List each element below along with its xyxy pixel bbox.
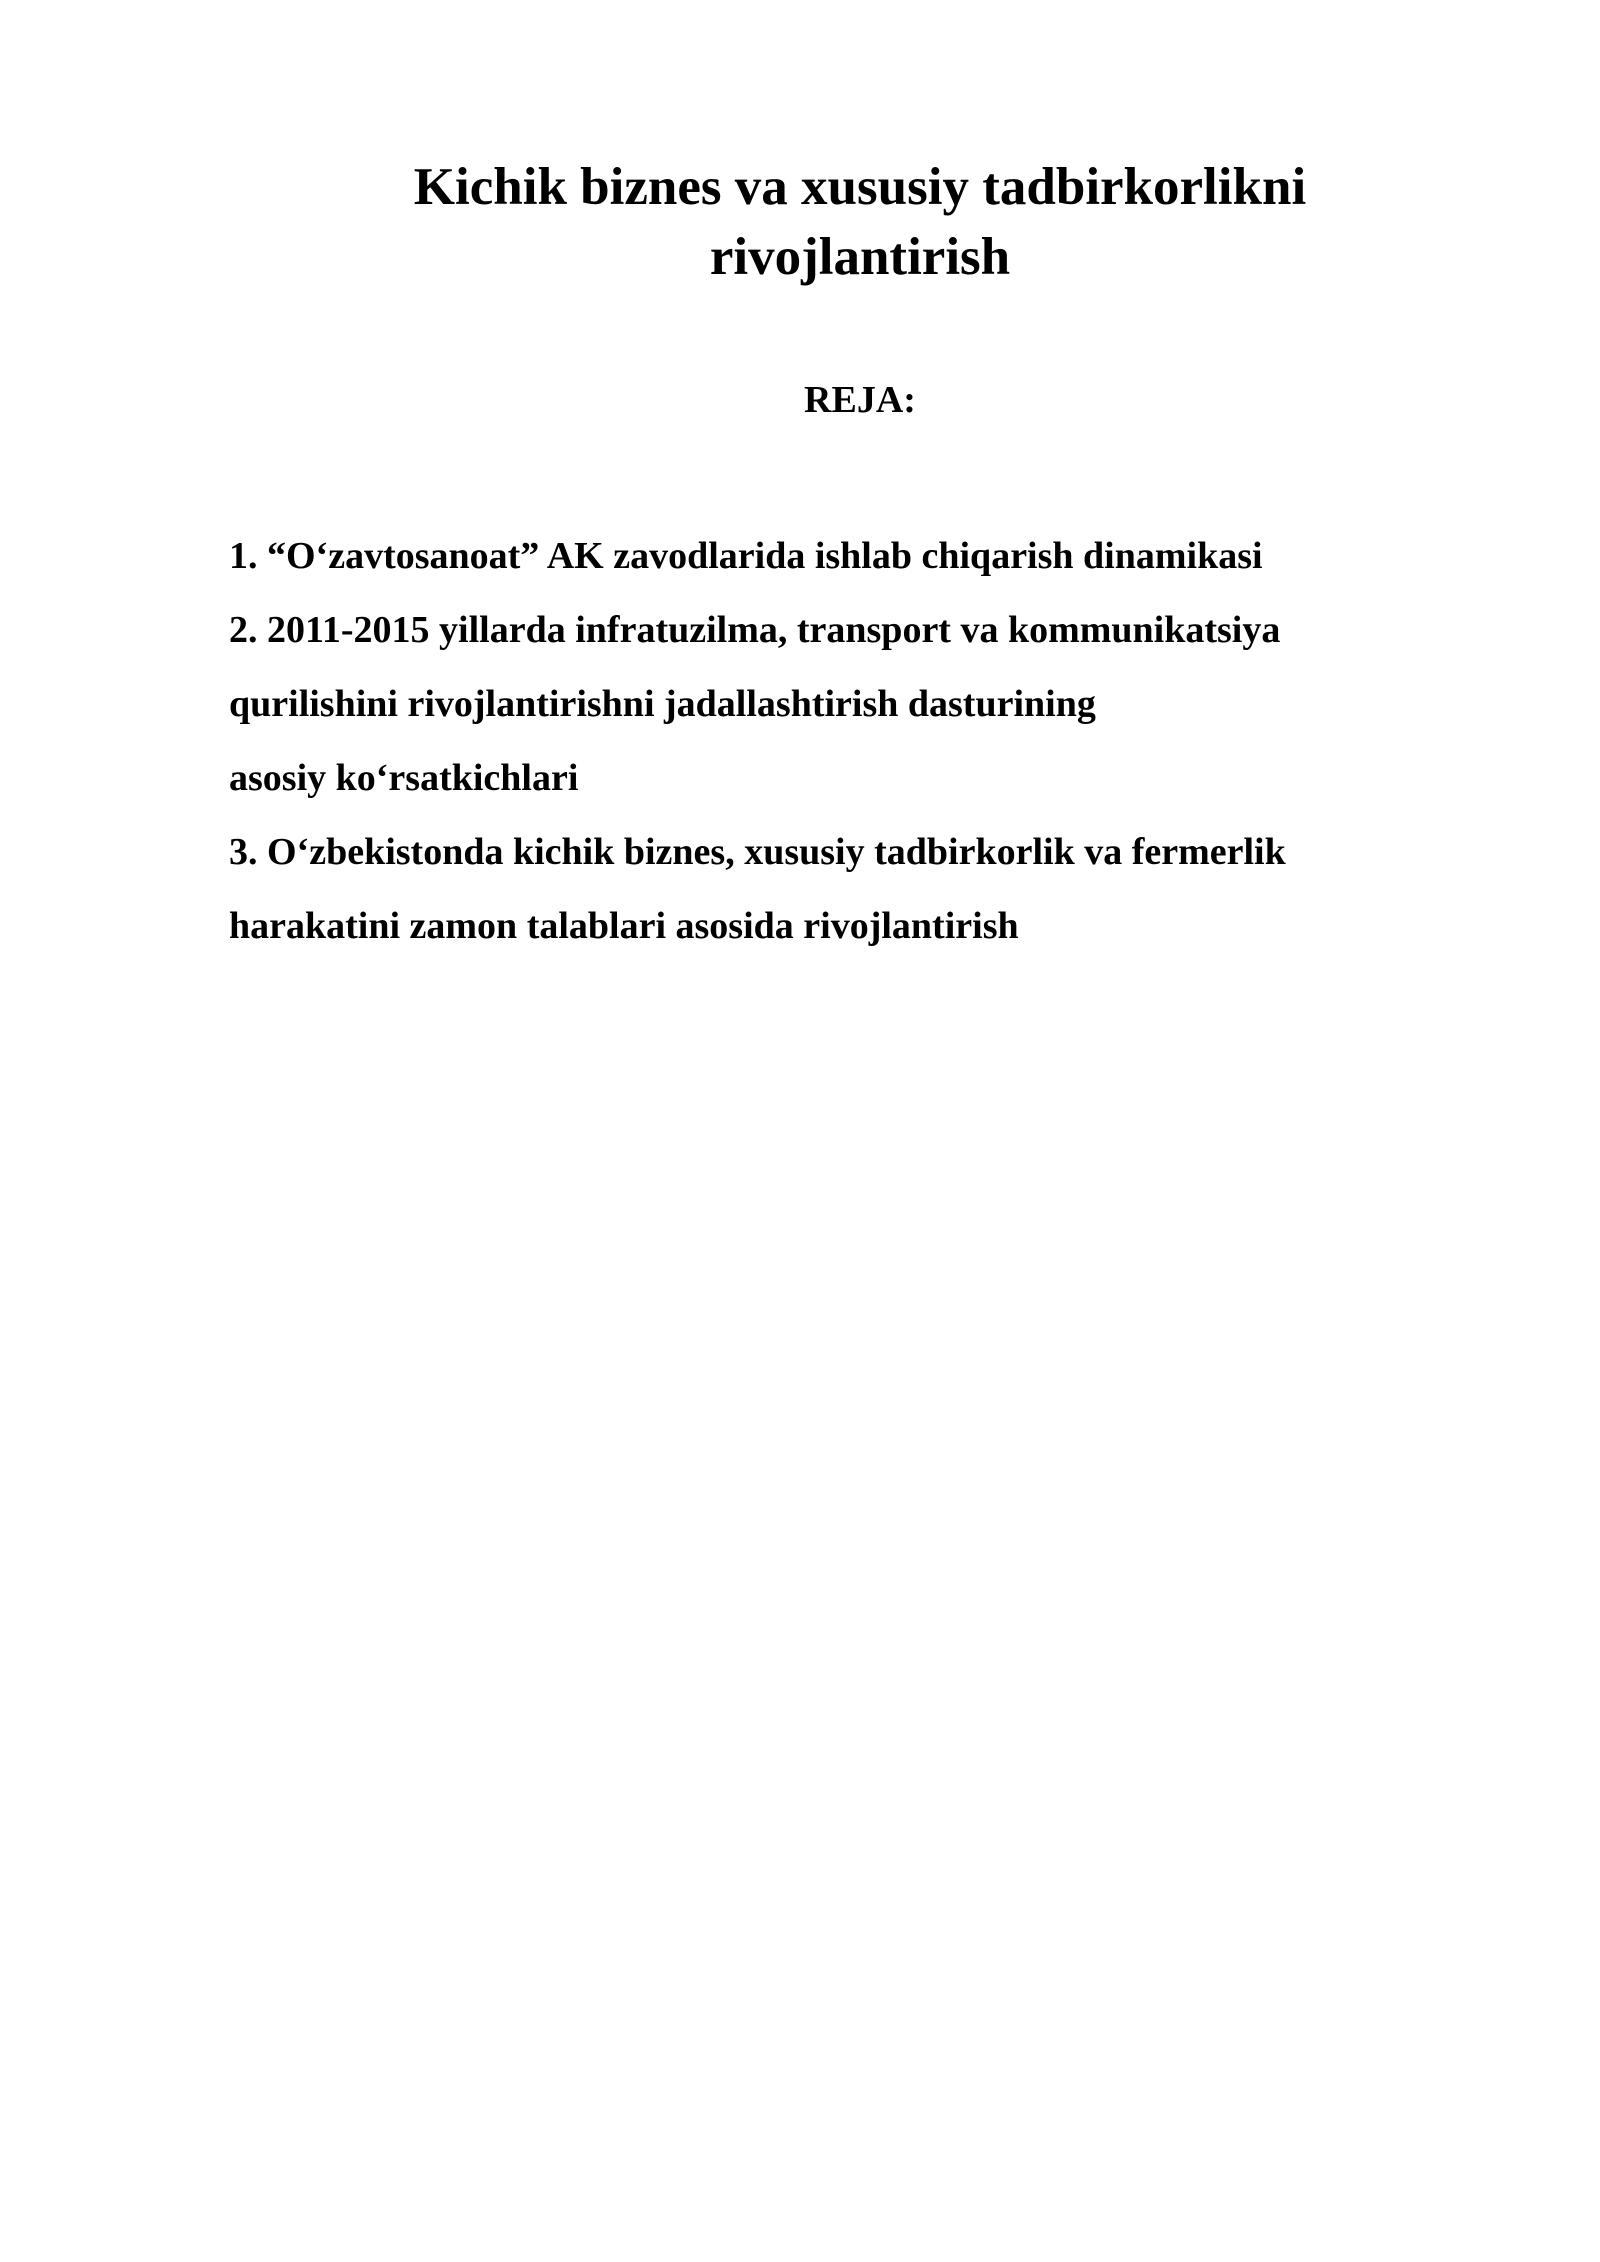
document-title-line: rivojlantirish [709,228,1011,286]
document-title [320,152,1400,292]
plan-item-1: 1. “O‘zavtosanoat” AK zavodlarida ishlab chiqarish dinamikasi [229,535,1263,577]
plan-item-2: 2. 2011-2015 yillarda infratuzilma, transport va kommunikatsiya [229,609,1281,651]
plan-heading: REJA: [804,379,916,421]
plan-item-3-continuation: harakatini zamon talablari asosida rivojlantirish [229,905,1019,947]
plan-list [229,519,1559,963]
plan-item-3: 3. O‘zbekistonda kichik biznes, xususiy tadbirkorlik va fermerlik [229,831,1286,873]
plan-item-2-continuation: asosiy ko‘rsatkichlari [229,757,579,799]
plan-item-2-continuation: qurilishini rivojlantirishni jadallashtirish dasturining [229,683,1096,725]
document-title-line: Kichik biznes va xususiy tadbirkorlikni [413,158,1307,216]
